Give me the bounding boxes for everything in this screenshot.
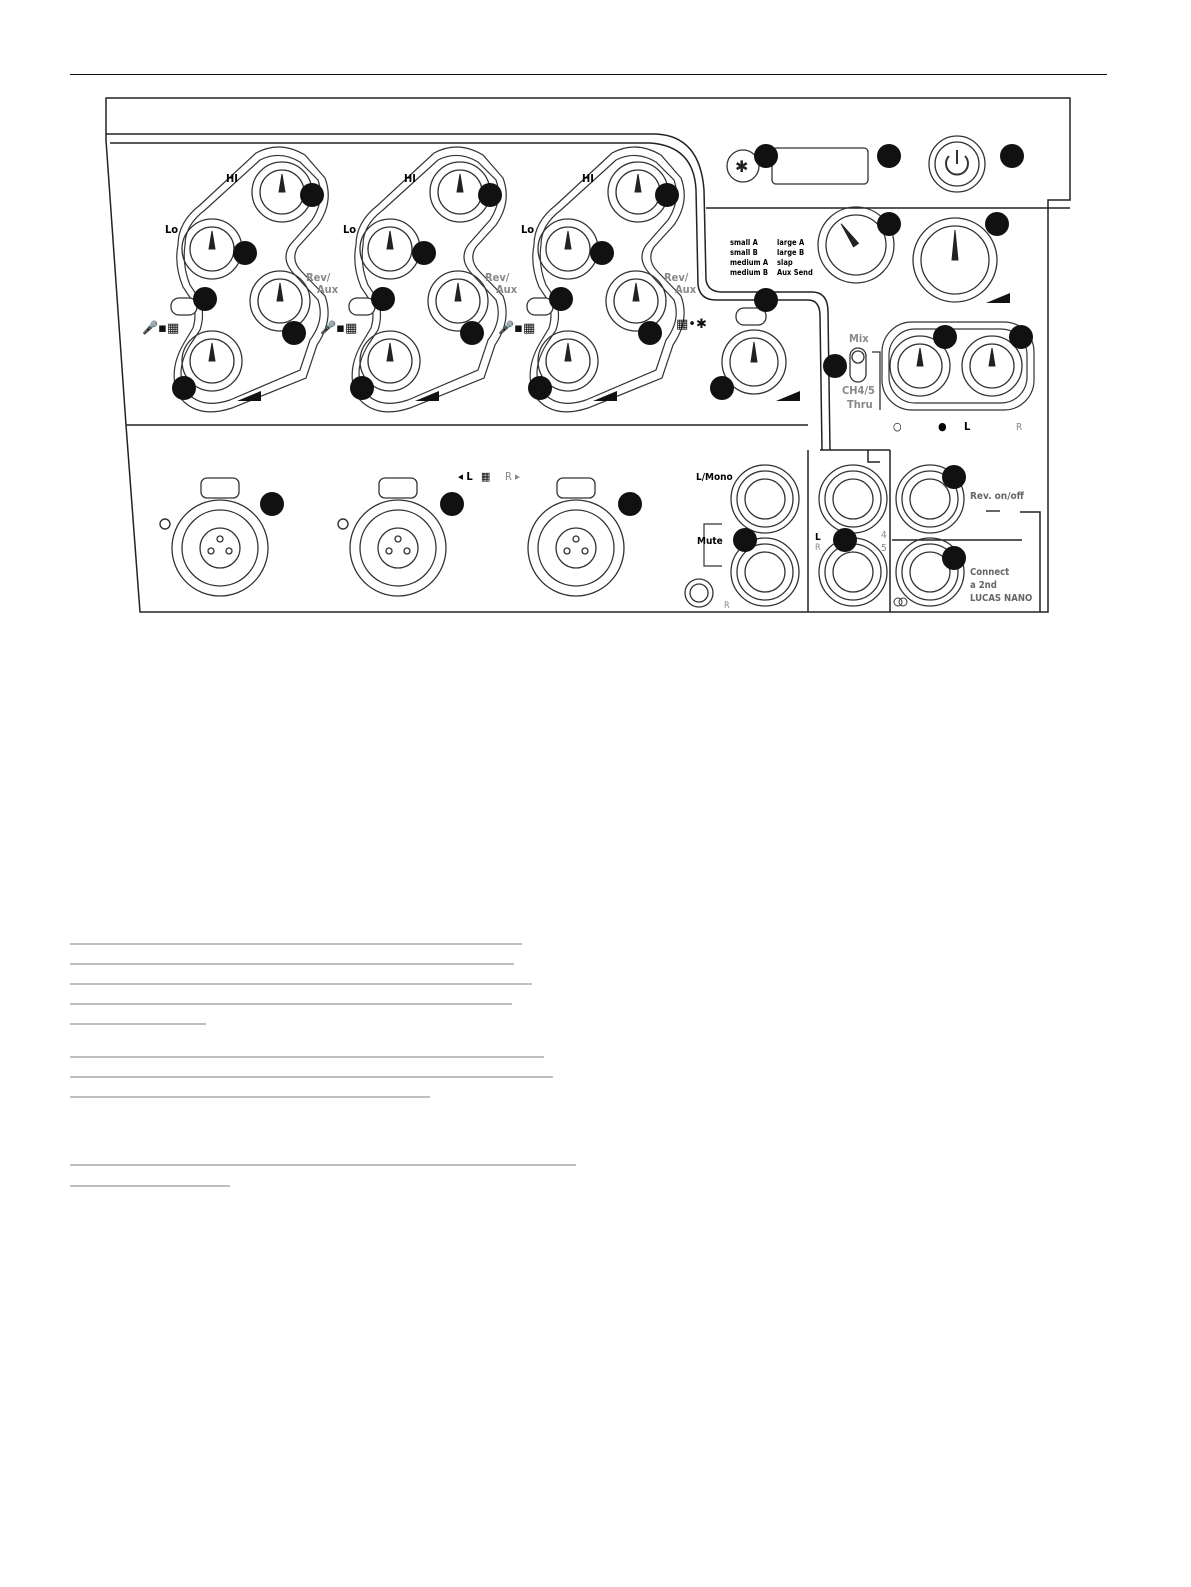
preset-large-b: large B	[777, 248, 805, 257]
a-2nd-label: a 2nd	[970, 580, 997, 591]
ch-4-label: 4	[881, 530, 887, 541]
preset-large-a: large A	[777, 238, 805, 247]
rev-aux-label-1b: Aux	[317, 283, 339, 296]
mic-guitar-line-icon: 🎤▪▦	[142, 321, 180, 336]
l-mono-label: L/Mono	[696, 472, 733, 483]
mute-label: Mute	[697, 536, 723, 547]
preset-medium-a: medium A	[730, 258, 769, 267]
mic-guitar-line-icon: 🎤▪▦	[498, 321, 536, 336]
pan-right-label: R ▸	[505, 470, 520, 483]
stereo-l-label: L	[964, 420, 971, 433]
preset-medium-b: medium B	[730, 268, 769, 277]
rev-onoff-label: Rev. on/off	[970, 491, 1024, 502]
hi-label-2: HI	[404, 172, 416, 185]
rev-aux-label-2: Rev/	[485, 271, 510, 284]
lo-label-1: Lo	[165, 223, 179, 236]
mic-guitar-line-icon: 🎤▪▦	[320, 321, 358, 336]
stereo-r-label: R	[1016, 422, 1023, 433]
thru-label: Thru	[847, 398, 873, 411]
stereo-off-label: ○	[893, 420, 902, 433]
r-label: R	[724, 601, 730, 611]
connect-label: Connect	[970, 567, 1010, 578]
ch-r-label: R	[815, 543, 821, 553]
ch45-label: CH4/5	[842, 384, 875, 397]
rev-aux-label-3: Rev/	[664, 271, 689, 284]
ch-l-label: L	[815, 532, 821, 543]
line-bluetooth-icon: ▦•✱	[676, 317, 707, 332]
preset-small-b: small B	[730, 248, 758, 257]
mix-label: Mix	[849, 332, 869, 345]
preset-small-a: small A	[730, 238, 758, 247]
hi-label-3: HI	[582, 172, 594, 185]
rev-aux-label-2b: Aux	[496, 283, 518, 296]
rev-aux-label-1: Rev/	[306, 271, 331, 284]
preset-slap: slap	[777, 258, 793, 267]
hi-label-1: HI	[226, 172, 238, 185]
preset-aux-send: Aux Send	[777, 268, 813, 277]
ch-5-label: 5	[881, 543, 887, 554]
stereo-on-label: ●	[938, 420, 947, 433]
line-input-icon: ▦	[481, 470, 491, 483]
bluetooth-icon: ✱	[735, 157, 749, 176]
pan-left-label: ◂ L	[458, 470, 473, 483]
lo-label-2: Lo	[343, 223, 357, 236]
rev-aux-label-3b: Aux	[675, 283, 697, 296]
lo-label-3: Lo	[521, 223, 535, 236]
lucas-nano-label: LUCAS NANO	[970, 593, 1033, 604]
